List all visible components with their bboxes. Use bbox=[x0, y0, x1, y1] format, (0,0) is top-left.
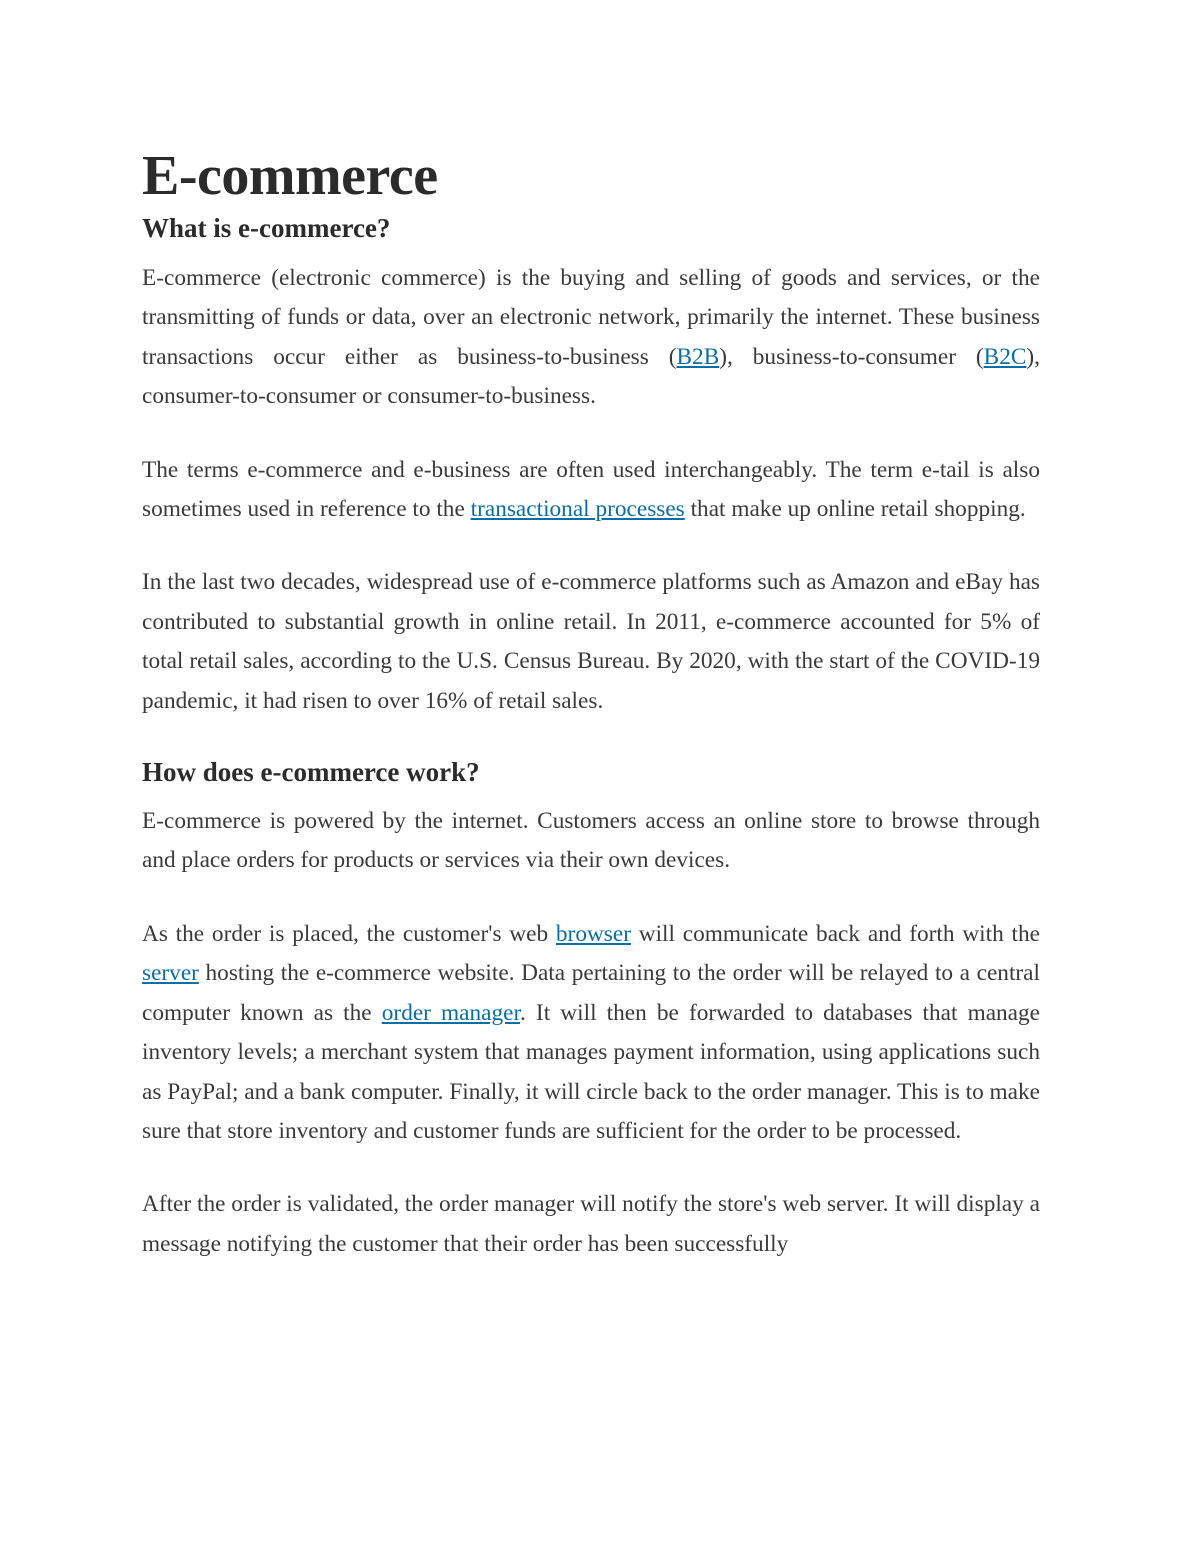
paragraph-text: As the order is placed, the customer's web bbox=[142, 920, 556, 947]
paragraph-text: will communicate back and forth with the bbox=[630, 920, 1040, 947]
paragraph-text: The terms e-commerce and e-business are often used interchangeably. The term e-tail is also sometimes used in reference to the bbox=[142, 456, 1040, 523]
link-order-manager[interactable]: order manager bbox=[381, 999, 520, 1026]
paragraph-powered-by-internet: E-commerce is powered by the internet. Customers access an online store to browse through and place orders for products or services via their own devices. bbox=[142, 808, 1040, 874]
paragraph-text: hosting the e-commerce website. Data pertaining to the order will be relayed to a central computer known as the bbox=[142, 960, 1040, 1026]
document-page bbox=[142, 140, 1040, 1298]
paragraph-text: ), business-to-consumer ( bbox=[719, 343, 984, 370]
paragraph-text: E-commerce (electronic commerce) is the buying and selling of goods and services, or the transmitting of funds or data, over an electronic network, primarily the internet. These business transactions occur either as business-to-business ( bbox=[142, 265, 1040, 370]
section-heading-what-is: What is e-commerce? bbox=[142, 213, 391, 243]
link-browser[interactable]: browser bbox=[555, 920, 631, 947]
paragraph-text: ), consumer-to-consumer or consumer-to-business. bbox=[142, 343, 1040, 410]
link-b2b[interactable]: B2B bbox=[676, 343, 720, 370]
paragraph-text: that make up online retail shopping. bbox=[684, 496, 1026, 523]
link-transactional-processes[interactable]: transactional processes bbox=[470, 496, 685, 523]
paragraph-text: . It will then be forwarded to databases that manage inventory levels; a merchant system that manages payment information, using applications such as PayPal; and a bank computer. Finally, it will circle back to the order manager. This is to make sure that store inventory and customer funds are sufficient for the order to be processed. bbox=[142, 999, 1041, 1144]
paragraph-definition bbox=[142, 259, 1040, 417]
paragraph-validation: After the order is validated, the order manager will notify the store's web server. It will display a message notifying the customer that their order has been successfully bbox=[142, 1191, 1040, 1257]
link-server[interactable]: server bbox=[142, 960, 199, 987]
paragraph-terms bbox=[142, 451, 1040, 530]
section-heading-how-it-works: How does e-commerce work? bbox=[142, 757, 480, 788]
paragraph-order-flow bbox=[142, 915, 1040, 1151]
paragraph-growth: In the last two decades, widespread use of e-commerce platforms such as Amazon and eBay has contributed to substantial growth in online retail. In 2011, e-commerce accounted for 5% of total retail sales, according to the U.S. Census Bureau. By 2020, with the start of the COVID-19 pandemic, it had risen to over 16% of retail sales. bbox=[142, 569, 1040, 714]
page-title: E-commerce bbox=[142, 145, 438, 207]
link-b2c[interactable]: B2C bbox=[983, 343, 1027, 370]
